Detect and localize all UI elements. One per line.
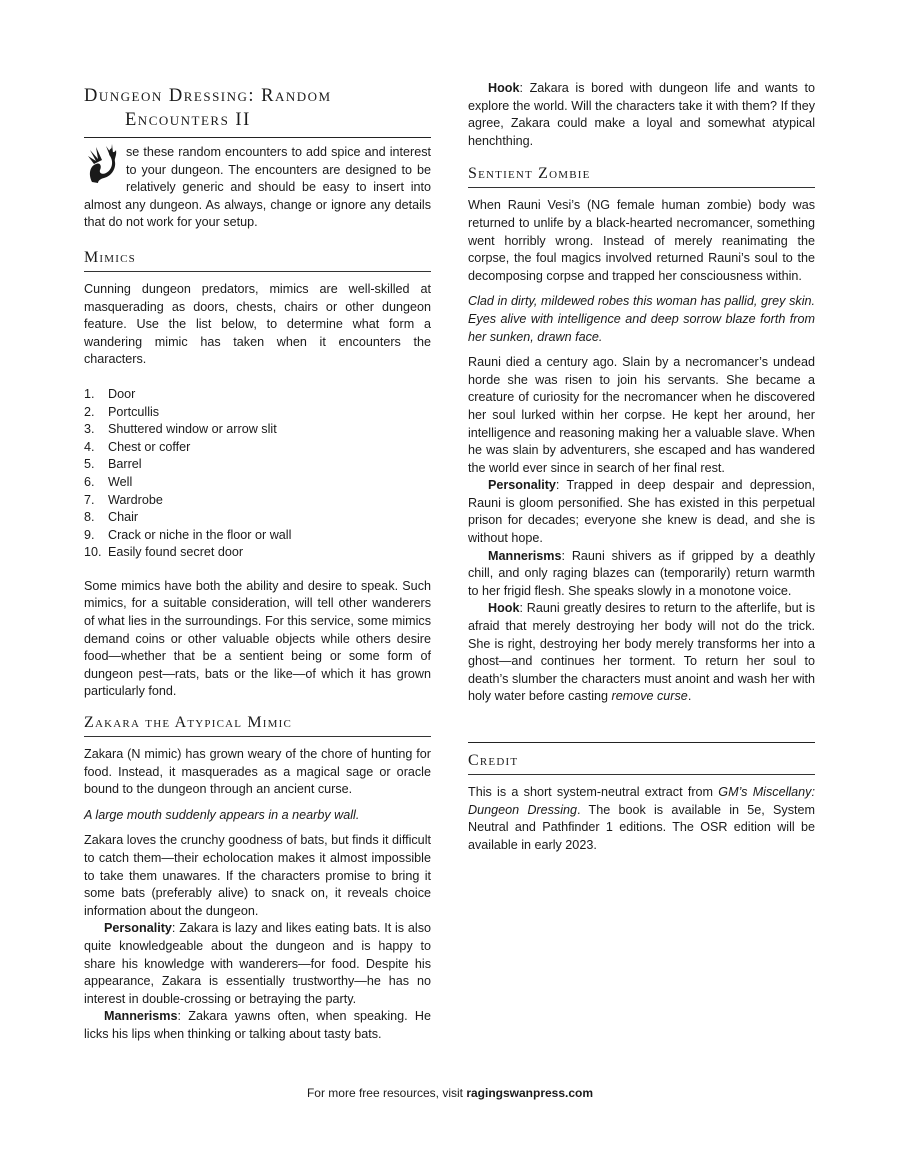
zombie-flavor-text: Clad in dirty, mildewed robes this woman has pallid, grey skin. Eyes alive with intelligence and deep sorrow blaze forth from her sunken, drawn face.	[468, 294, 815, 344]
mimic-form-number: 5.	[84, 457, 95, 472]
swan-logo-icon	[84, 144, 120, 184]
mimic-form-number: 8.	[84, 510, 95, 525]
intro-text: se these random encounters to add spice and interest to your dungeon. The encounters are designed to be relatively generic and should be easy to insert into almost any dungeon. As always, change or ignore any details that do not work for your setup.	[84, 145, 431, 230]
zakara-hook-label: Hook	[488, 81, 520, 95]
zakara-mannerisms-text: : Zakara yawns often, when speaking. He licks his lips when thinking or talking about tasty bats.	[84, 1009, 431, 1041]
zombie-mannerisms	[468, 548, 815, 601]
zombie-personality-text: : Trapped in deep despair and depression, Rauni is gloom personified. She has existed in this perpetual prison for decades; everyone she knew is dead, and she is without hope.	[468, 478, 815, 546]
credit-book-title: GM’s Miscellany: Dungeon Dressing	[468, 785, 815, 817]
credit-heading: Credit	[468, 751, 815, 775]
mimic-form-text: Barrel	[108, 457, 142, 472]
zakara-personality-label: Personality	[104, 921, 172, 936]
mimics-heading: Mimics	[84, 248, 431, 272]
zombie-hook-text: : Rauni greatly desires to return to the afterlife, but is afraid that merely destroying her body will not do the trick. She is right, destroying her body merely transforms her into a ghost—and continues her torment. To return her soul to death’s slumber the characters must anoint and wash her with holy water before casting	[468, 601, 815, 704]
mimic-form-text: Wardrobe	[108, 492, 163, 507]
zombie-personality-label: Personality	[488, 478, 556, 493]
mimic-form-item	[84, 404, 431, 422]
mimic-form-item	[84, 492, 431, 510]
zakara-flavor-text: A large mouth suddenly appears in a nearby wall.	[84, 807, 360, 822]
mimics-para-1: Cunning dungeon predators, mimics are well-skilled at masquerading as doors, chests, chairs or other dungeon feature. Use the list below, to determine what form a wandering mimic has taken when it encounters the characters.	[84, 281, 431, 367]
zombie-mannerisms-label: Mannerisms	[488, 548, 562, 563]
title-line-1: Dungeon Dressing: Random	[84, 86, 332, 106]
zombie-para-1: When Rauni Vesi’s (NG female human zombie) body was returned to unlife by a black-hearted necromancer, something went horribly wrong. Instead of merely reanimating the corpse, the foul magics involved returned Rauni’s soul to the decomposing corpse and trapped her consciousness within.	[468, 198, 815, 283]
mimic-form-number: 6.	[84, 474, 95, 489]
mimic-form-item	[84, 439, 431, 457]
footer	[0, 1086, 900, 1100]
zakara-hook	[468, 80, 815, 150]
left-column	[84, 80, 431, 1044]
mimic-form-item	[84, 386, 431, 404]
zombie-heading: Sentient Zombie	[468, 164, 815, 188]
mimics-para-2: Some mimics have both the ability and desire to speak. Such mimics, for a suitable consideration, will tell other wanderers of what lies in the surroundings. For this service, some mimics demand coins or other valuable objects while others desire food—whether that be a sentient being or some form of dungeon pest—rats, bats or the like—of which it has grown particularly fond.	[84, 578, 431, 699]
zombie-para-2: Rauni died a century ago. Slain by a necromancer’s undead horde she was risen to join his servants. She became a creature of curiosity for the necromancer when he discovered her soul lurked within her corpse. He kept her around, her intelligence and reasoning making her a valuable slave. When he was slain by adventurers, she escaped and has wandered the world ever since in search of her final rest.	[468, 355, 815, 475]
mimic-form-number: 7.	[84, 492, 95, 507]
mimic-form-item	[84, 456, 431, 474]
mimic-form-text: Crack or niche in the floor or wall	[108, 527, 292, 542]
credit-text	[468, 784, 815, 854]
page-title	[84, 84, 431, 138]
mimic-form-list	[84, 386, 431, 562]
zakara-heading: Zakara the Atypical Mimic	[84, 713, 431, 737]
zombie-hook	[468, 600, 815, 706]
footer-link[interactable]: ragingswanpress.com	[466, 1086, 594, 1100]
zombie-mannerisms-text: : Rauni shivers as if gripped by a deathly chill, and only raging blazes can (temporarily) return warmth to her frigid flesh. She speaks slowly in a monotone voice.	[468, 548, 815, 598]
mimic-form-item	[84, 527, 431, 545]
mimic-form-item	[84, 474, 431, 492]
mimic-form-text: Chair	[108, 510, 139, 525]
zakara-para-1: Zakara (N mimic) has grown weary of the chore of hunting for food. Instead, it masquerades as a magical sage or oracle bound to the dungeon through an ancient curse.	[84, 747, 431, 797]
mimic-form-number: 3.	[84, 422, 95, 437]
footer-text: For more free resources, visit	[306, 1086, 467, 1100]
mimic-form-text: Shuttered window or arrow slit	[108, 422, 277, 437]
mimic-form-number: 10.	[84, 545, 102, 560]
zombie-hook-label: Hook	[488, 601, 520, 616]
credit-text-2: . The book is available in 5e, System Neutral and Pathfinder 1 editions. The OSR edition will be available in early 2023.	[468, 802, 815, 852]
mimic-form-number: 9.	[84, 527, 95, 542]
zombie-hook-spell: remove curse	[611, 689, 688, 704]
zakara-personality-text: : Zakara is lazy and likes eating bats. It is also quite knowledgeable about the dungeon and is happy to share his knowledge with wanderers—for food. Despite his appearance, Zakara is essentially trustworthy—he has no interest in double-crossing or betraying the party.	[84, 921, 431, 1006]
credit-section	[468, 742, 815, 854]
zakara-mannerisms-label: Mannerisms	[104, 1009, 178, 1024]
zombie-personality	[468, 477, 815, 547]
mimic-form-text: Door	[108, 386, 136, 401]
mimic-form-item	[84, 509, 431, 527]
zakara-para-2: Zakara loves the crunchy goodness of bats, but finds it difficult to catch them—their echolocation makes it almost impossible to take them unawares. If the characters promise to bring it some bats (preferably alive) to snack on, it reveals choice information about the dungeon.	[84, 833, 431, 918]
title-line-2: Encounters II	[125, 110, 251, 130]
mimic-form-number: 4.	[84, 439, 95, 454]
mimic-form-item	[84, 421, 431, 439]
mimic-form-item	[84, 544, 431, 562]
credit-text-1: This is a short system-neutral extract from	[468, 785, 719, 799]
zakara-mannerisms	[84, 1008, 431, 1043]
zakara-hook-text: : Zakara is bored with dungeon life and wants to explore the world. Will the characters take it with them? If they agree, Zakara could make a loyal and somewhat atypical henchthing.	[468, 81, 815, 148]
right-column	[468, 80, 815, 854]
zombie-hook-end: .	[687, 689, 692, 704]
zakara-personality	[84, 920, 431, 1008]
intro	[84, 144, 431, 232]
mimic-form-text: Portcullis	[108, 404, 160, 419]
mimic-form-number: 1.	[84, 386, 95, 401]
mimic-form-number: 2.	[84, 404, 95, 419]
mimic-form-text: Easily found secret door	[108, 545, 244, 560]
mimic-form-text: Chest or coffer	[108, 439, 191, 454]
mimic-form-text: Well	[108, 474, 133, 489]
